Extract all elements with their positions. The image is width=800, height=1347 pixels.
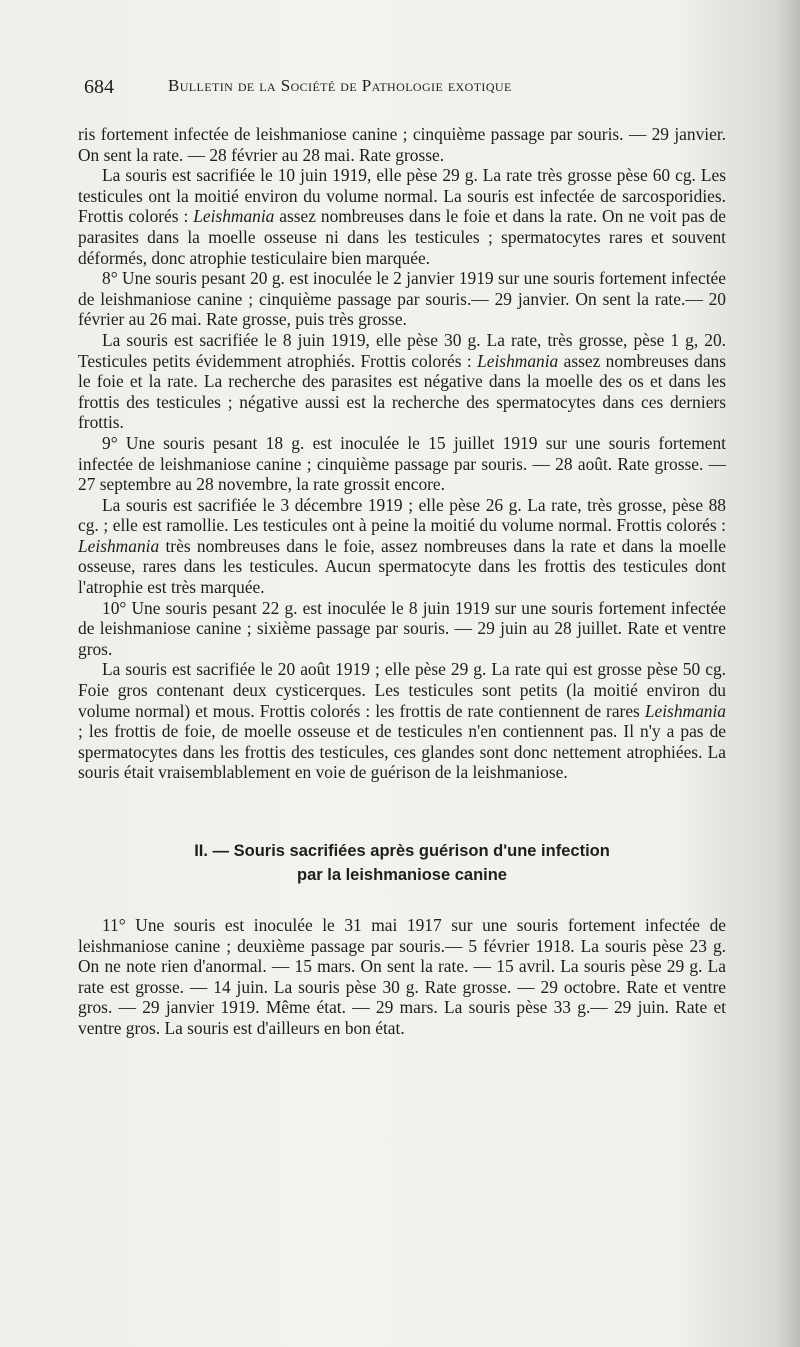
paragraph: [78, 659, 726, 783]
text-run: assez nombreuses dans le foie et la rate. La recherche des parasites est négative dans la moelle des os et dans les frottis des testicules ; négative aussi est la recherche des spermatocytes dans ces derniers frottis.: [78, 350, 726, 433]
text-run: La souris est sacrifiée le 3 décembre 1919 ; elle pèse 26 g. La rate, très grosse, pèse 88 cg. ; elle est ramollie. Les testicules ont à peine la moitié du volume normal. Frottis colorés :: [78, 494, 726, 536]
section-heading: [78, 839, 726, 887]
running-title: Bulletin de la Société de Pathologie exotique: [168, 76, 512, 95]
text-run: très nombreuses dans le foie, assez nombreuses dans la rate et dans la moelle osseuse, rares dans les testicules. Aucun spermatocyte dans les frottis des testicules dont l'atrophie est très marquée.: [78, 535, 726, 598]
page-number: 684: [84, 76, 114, 98]
text-run: La souris est sacrifiée le 20 août 1919 ; elle pèse 29 g. La rate qui est grosse pèse 50 cg. Foie gros contenant deux cysticerques. Les testicules sont petits (la moitié environ du volume normal) et mous. Frottis colorés : les frottis de rate contiennent de rares: [78, 659, 726, 721]
paragraph: [78, 165, 726, 268]
text-run: assez nombreuses dans le foie et dans la rate. On ne voit pas de parasites dans la moelle osseuse ni dans les testicules ; spermatocytes rares et souvent déformés, donc atrophie testiculaire bien marquée.: [78, 206, 726, 268]
paragraph: 9° Une souris pesant 18 g. est inoculée le 15 juillet 1919 sur une souris fortement infectée de leishmaniose canine ; cinquième passage par souris. — 28 août. Rate grosse. — 27 septembre au 28 novembre, la rate grossit encore.: [78, 432, 726, 495]
italic-term: Leishmania: [78, 535, 160, 556]
paragraph-continued: ris fortement infectée de leishmaniose canine ; cinquième passage par souris. — 29 janvier. On sent la rate. — 28 février au 28 mai. Rate grosse.: [78, 124, 726, 165]
text-run: La souris est sacrifiée le 8 juin 1919, elle pèse 30 g. La rate, très grosse, pèse 1 g, 20. Testicules petits évidemment atrophiés. Frottis colorés :: [78, 329, 726, 371]
paragraph: [78, 495, 726, 598]
italic-term: Leishmania: [644, 700, 726, 721]
body-text: [78, 124, 726, 1039]
page-header: [84, 76, 744, 106]
italic-term: Leishmania: [193, 206, 275, 227]
paragraph: [78, 330, 726, 433]
italic-term: Leishmania: [477, 350, 559, 371]
section-heading-line: II. — Souris sacrifiées après guérison d'une infection: [194, 842, 610, 860]
text-run: ; les frottis de foie, de moelle osseuse et de testicules n'en contiennent pas. Il n'y a pas de spermatocytes dans les frottis des testicules, ces glandes sont donc nettement atrophiées. La souris était vraisemblablement en voie de guérison de la leishmaniose.: [78, 721, 726, 783]
text-run: La souris est sacrifiée le 10 juin 1919, elle pèse 29 g. La rate très grosse pèse 60 cg. Les testicules ont la moitié environ du volume normal. La souris est infectée de sarcosporidies. Frottis colorés :: [78, 165, 726, 227]
paragraph: 8° Une souris pesant 20 g. est inoculée le 2 janvier 1919 sur une souris fortement infectée de leishmaniose canine ; cinquième passage par souris.— 29 janvier. On sent la rate.— 20 février au 26 mai. Rate grosse, puis très grosse.: [78, 268, 726, 330]
section-heading-line: par la leishmaniose canine: [296, 866, 507, 884]
paragraph: 10° Une souris pesant 22 g. est inoculée le 8 juin 1919 sur une souris fortement infectée de leishmaniose canine ; sixième passage par souris. — 29 juin au 28 juillet. Rate et ventre gros.: [78, 597, 726, 659]
paragraph: 11° Une souris est inoculée le 31 mai 1917 sur une souris fortement infectée de leishmaniose canine ; deuxième passage par souris.— 5 février 1918. La souris pèse 23 g. On ne note rien d'anormal. — 15 mars. On sent la rate. — 15 avril. La souris pèse 29 g. La rate est grosse. — 14 juin. La souris pèse 30 g. Rate grosse. — 29 octobre. Rate et ventre gros. — 29 janvier 1919. Même état. — 29 mars. La souris pèse 33 g.— 29 juin. Rate et ventre gros. La souris est d'ailleurs en bon état.: [78, 915, 726, 1038]
